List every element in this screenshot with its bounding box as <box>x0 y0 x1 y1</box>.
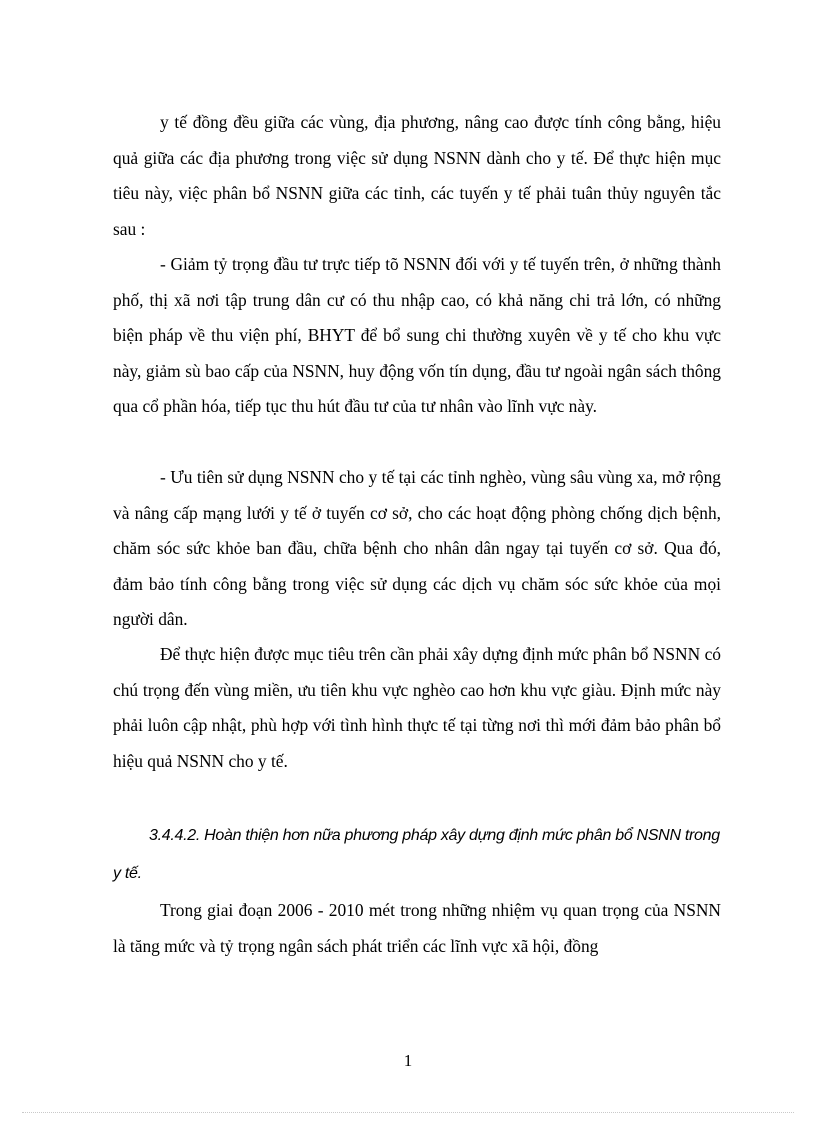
paragraph-2006-2010: Trong giai đoạn 2006 - 2010 mét trong những nhiệm vụ quan trọng của NSNN là tăng mức và tỷ trọng ngân sách phát triển các lĩnh vực xã hội, đồng <box>113 900 721 956</box>
section-heading: 3.4.4.2. Hoàn thiện hơn nữa phương pháp xây dựng định mức phân bổ NSNN trong y tế. <box>113 827 720 882</box>
paragraph-prioritize-poor-provinces: - Ưu tiên sử dụng NSNN cho y tế tại các tỉnh nghèo, vùng sâu vùng xa, mở rộng và nâng cấp mạng lưới y tế ở tuyến cơ sở, cho các hoạt động phòng chống dịch bệnh, chăm sóc sức khỏe ban đầu, chữa bệnh cho nhân dân ngay tại tuyến cơ sở. Qua đó, đảm bảo tính công bằng trong việc sử dụng các dịch vụ chăm sóc sức khỏe của mọi người dân. <box>113 467 721 629</box>
paragraph-reduce-investment: - Giảm tỷ trọng đầu tư trực tiếp tõ NSNN đối với y tế tuyến trên, ở những thành phố, thị xã nơi tập trung dân cư có thu nhập cao, có khả năng chi trả lớn, có những biện pháp về thu viện phí, BHYT để bổ sung chi thường xuyên về y tế cho khu vực này, giảm sù bao cấp của NSNN, huy động vốn tín dụng, đầu tư ngoài ngân sách thông qua cổ phần hóa, tiếp tục thu hút đầu tư của tư nhân vào lĩnh vực này. <box>113 254 721 416</box>
paragraph-health-equity: y tế đồng đều giữa các vùng, địa phương, nâng cao được tính công bằng, hiệu quả giữa các địa phương trong việc sử dụng NSNN dành cho y tế. Để thực hiện mục tiêu này, việc phân bổ NSNN giữa các tỉnh, các tuyến y tế phải tuân thủy nguyên tắc sau : <box>113 112 721 239</box>
page-number: 1 <box>403 1051 413 1070</box>
paragraph-allocation-norms: Để thực hiện được mục tiêu trên cần phải xây dựng định mức phân bổ NSNN có chú trọng đến vùng miền, ưu tiên khu vực nghèo cao hơn khu vực giàu. Định mức này phải luôn cập nhật, phù hợp với tình hình thực tế tại từng nơi thì mới đảm bảo phân bổ hiệu quả NSNN cho y tế. <box>113 644 721 771</box>
footer-divider <box>22 1112 794 1113</box>
